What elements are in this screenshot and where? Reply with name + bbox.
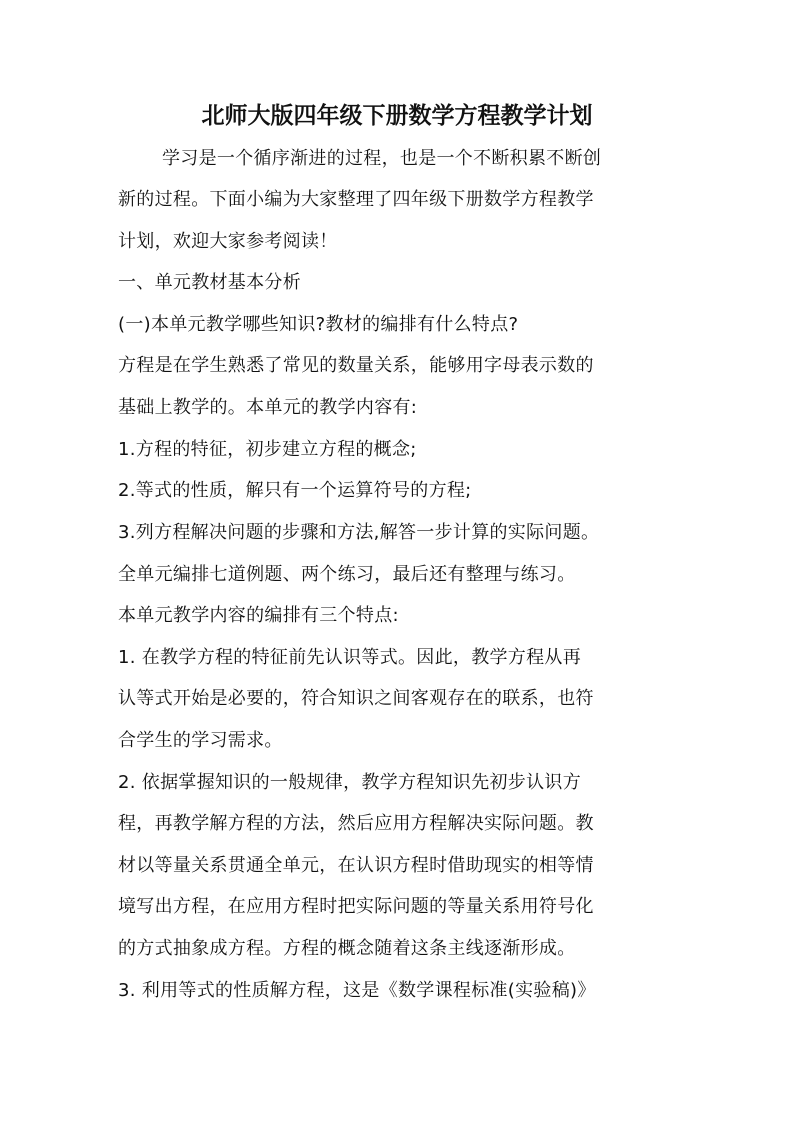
paragraph-line: 新的过程。下面小编为大家整理了四年级下册数学方程教学	[118, 189, 594, 210]
list-item: 1.方程的特征，初步建立方程的概念;	[118, 439, 417, 460]
list-item: 2.等式的性质，解只有一个运算符号的方程;	[118, 480, 472, 501]
paragraph-line: 材以等量关系贯通全单元，在认识方程时借助现实的相等情	[118, 855, 594, 876]
paragraph-line: 认等式开始是必要的，符合知识之间客观存在的联系，也符	[118, 688, 594, 709]
paragraph-line: 全单元编排七道例题、两个练习，最后还有整理与练习。	[118, 564, 576, 585]
list-item: 1. 在教学方程的特征前先认识等式。因此，教学方程从再	[118, 647, 581, 668]
paragraph-line: 基础上教学的。本单元的教学内容有:	[118, 397, 418, 418]
paragraph-line: 学习是一个循序渐进的过程，也是一个不断积累不断创	[162, 148, 602, 169]
paragraph-line: 境写出方程，在应用方程时把实际问题的等量关系用符号化	[118, 896, 594, 917]
paragraph-line: 的方式抽象成方程。方程的概念随着这条主线逐渐形成。	[118, 938, 576, 959]
list-item: 3. 利用等式的性质解方程，这是《数学课程标准(实验稿)》	[118, 980, 596, 1001]
paragraph-line: 程，再教学解方程的方法，然后应用方程解决实际问题。教	[118, 813, 594, 834]
subsection-heading: (一)本单元教学哪些知识?教材的编排有什么特点?	[118, 314, 519, 335]
list-item: 2. 依据掌握知识的一般规律，教学方程知识先初步认识方	[118, 772, 581, 793]
paragraph-line: 计划，欢迎大家参考阅读！	[118, 231, 338, 252]
paragraph-line: 本单元教学内容的编排有三个特点:	[118, 605, 399, 626]
paragraph-line: 合学生的学习需求。	[118, 730, 283, 751]
list-item: 3.列方程解决问题的步骤和方法,解答一步计算的实际问题。	[118, 522, 600, 543]
paragraph-line: 方程是在学生熟悉了常见的数量关系，能够用字母表示数的	[118, 355, 594, 376]
section-heading: 一、单元教材基本分析	[118, 272, 301, 293]
document-title: 北师大版四年级下册数学方程教学计划	[201, 102, 593, 129]
